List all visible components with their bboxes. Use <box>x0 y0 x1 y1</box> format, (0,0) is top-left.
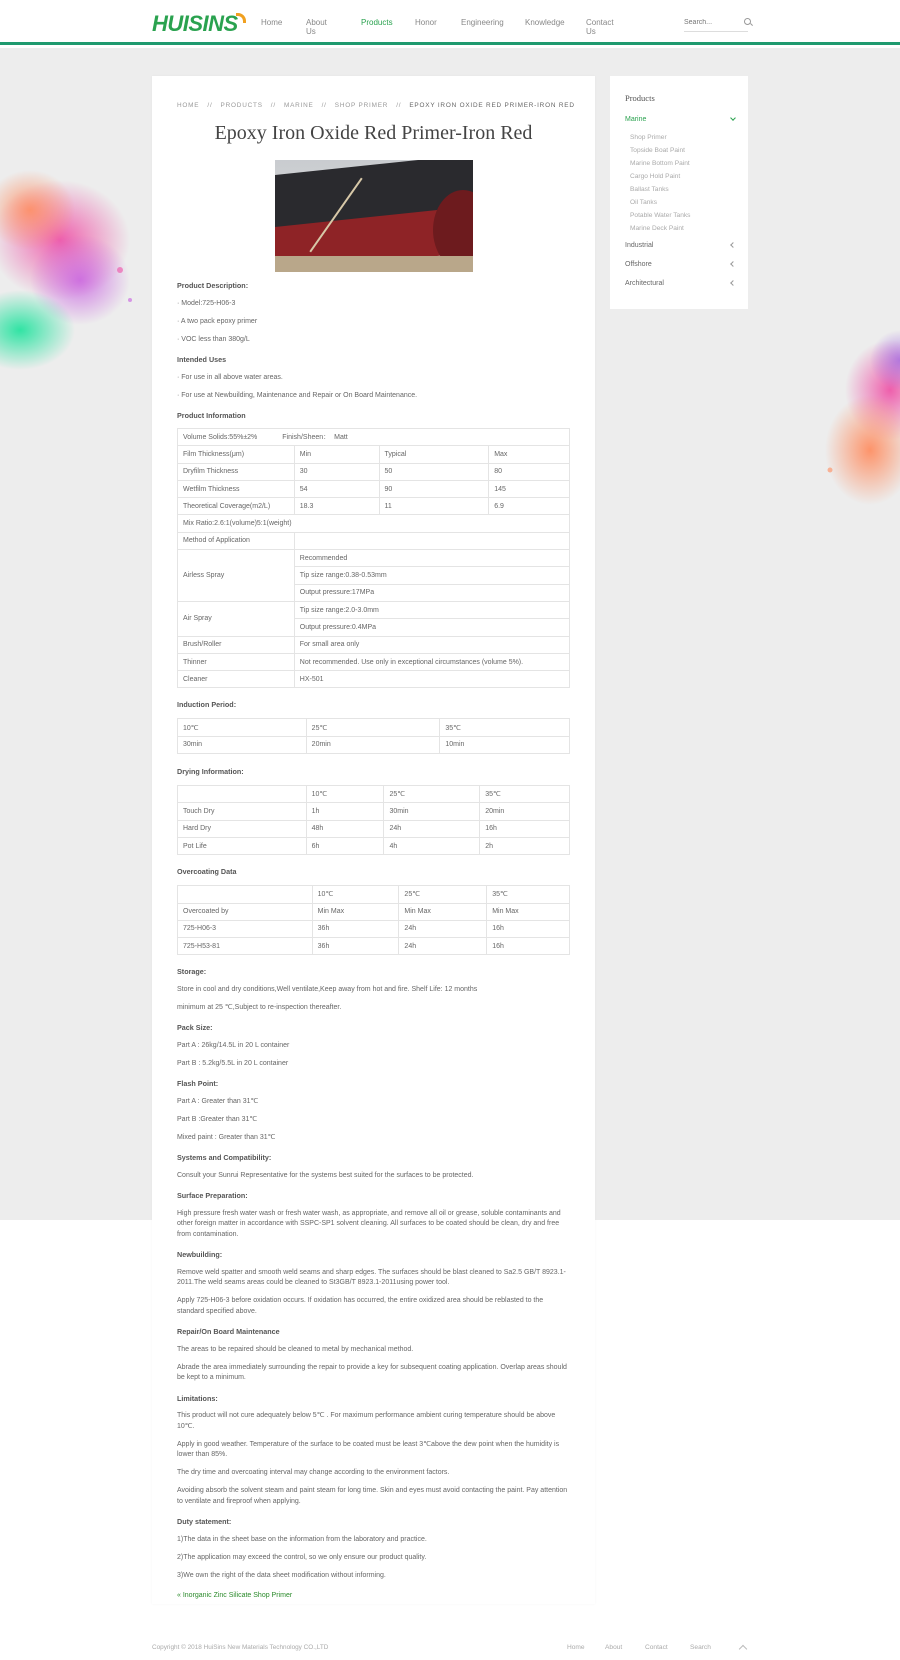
product-info-table <box>177 428 570 688</box>
nav-knowledge[interactable]: Knowledge <box>525 18 565 27</box>
logo-text: HUISINS <box>152 11 238 36</box>
section-heading: Newbuilding: <box>177 1250 223 1260</box>
table-cell: 10℃ <box>178 719 307 736</box>
sidebar-item-industrial[interactable] <box>625 242 735 252</box>
storage-line: minimum at 25 ℃,Subject to re-inspection thereafter. <box>177 1003 342 1011</box>
table-cell: Tip size range:2.0-3.0mm <box>294 601 569 618</box>
table-cell: 10min <box>440 736 570 753</box>
table-cell: Output pressure:17MPa <box>294 584 569 601</box>
table-cell: Air Spray <box>178 601 295 636</box>
table-cell: 20min <box>480 803 570 820</box>
table-cell: Brush/Roller <box>178 636 295 653</box>
sidebar-subitem-topside-boat-paint[interactable]: Topside Boat Paint <box>630 147 685 154</box>
section-heading: Induction Period: <box>177 700 237 710</box>
breadcrumb-separator: // <box>396 102 402 109</box>
sidebar-subitem-shop-primer[interactable]: Shop Primer <box>630 134 667 141</box>
table-row <box>178 719 570 736</box>
table-cell: Film Thickness(μm) <box>178 446 295 463</box>
table-cell: 80 <box>489 463 570 480</box>
previous-product-link[interactable]: « Inorganic Zinc Silicate Shop Primer <box>177 1592 293 1600</box>
intended-use-line: · For use at Newbuilding, Maintenance and Repair or On Board Maintenance. <box>177 391 418 399</box>
product-category-sidebar <box>610 76 748 309</box>
induction-table <box>177 718 570 754</box>
table-row <box>178 837 570 854</box>
table-cell: 16h <box>480 820 570 837</box>
table-row <box>178 903 570 920</box>
table-cell: 725-H06-3 <box>178 920 313 937</box>
table-cell: Min <box>294 446 379 463</box>
table-cell: Min Max <box>312 903 399 920</box>
sidebar-item-marine[interactable] <box>625 116 735 126</box>
table-cell: Theoretical Coverage(m2/L) <box>178 498 295 515</box>
footer-link-home[interactable]: Home <box>567 1644 585 1651</box>
table-row <box>178 920 570 937</box>
site-logo[interactable] <box>152 11 246 35</box>
nav-engineering[interactable]: Engineering <box>461 18 504 27</box>
search-icon[interactable] <box>744 18 751 25</box>
table-row <box>178 938 570 955</box>
description-line: · VOC less than 380g/L <box>177 335 250 343</box>
paint-splash-left-decoration <box>0 150 150 380</box>
breadcrumb-home[interactable]: HOME <box>177 102 200 109</box>
table-cell: Mix Ratio:2.6:1(volume)5:1(weight) <box>178 515 570 532</box>
table-cell: 24h <box>399 920 487 937</box>
table-cell: 25℃ <box>306 719 440 736</box>
flash-line: Part A : Greater than 31℃ <box>177 1097 259 1105</box>
table-cell: 145 <box>489 480 570 497</box>
table-cell: Recommended <box>294 550 569 567</box>
table-cell: HX-501 <box>294 671 569 688</box>
table-row <box>178 886 570 903</box>
footer-link-contact[interactable]: Contact <box>645 1644 668 1651</box>
section-heading: Intended Uses <box>177 355 227 364</box>
table-cell: 90 <box>379 480 489 497</box>
table-cell <box>178 886 313 903</box>
duty-line: 1)The data in the sheet base on the information from the laboratory and practice. <box>177 1535 427 1543</box>
description-line: · A two pack epoxy primer <box>177 317 258 325</box>
chevron-down-icon[interactable] <box>730 115 736 121</box>
limitation-line: The dry time and overcoating interval may change according to the environment factors. <box>177 1469 450 1477</box>
description-line: · Model:725-H06-3 <box>177 299 236 307</box>
section-heading: Systems and Compatibility: <box>177 1153 272 1163</box>
sidebar-item-label: Architectural <box>625 280 664 287</box>
footer-link-search[interactable]: Search <box>690 1644 711 1651</box>
table-row <box>178 671 570 688</box>
table-cell <box>178 786 307 803</box>
table-cell: Method of Application <box>178 532 295 549</box>
chevron-left-icon[interactable] <box>730 242 736 248</box>
table-cell: 18.3 <box>294 498 379 515</box>
drying-table <box>177 785 570 855</box>
breadcrumb-separator: // <box>270 102 276 109</box>
table-cell: Cleaner <box>178 671 295 688</box>
table-cell: Wetfilm Thickness <box>178 480 295 497</box>
sidebar-subitem-cargo-hold-paint[interactable]: Cargo Hold Paint <box>630 173 681 180</box>
section-heading: Flash Point: <box>177 1079 219 1089</box>
back-to-top-icon[interactable] <box>739 1645 747 1653</box>
newbuilding-line: Apply 725-H06-3 before oxidation occurs. If oxidation has occurred, the entire oxidized area should be reblasted to the standard specified above. <box>177 1297 544 1315</box>
breadcrumb-products[interactable]: PRODUCTS <box>220 102 263 109</box>
pack-line: Part B : 5.2kg/5.5L in 20 L container <box>177 1059 289 1067</box>
table-cell: 50 <box>379 463 489 480</box>
table-cell: 35℃ <box>440 719 570 736</box>
table-cell: Max <box>489 446 570 463</box>
limitation-line: This product will not cure adequately below 5℃ . For maximum performance ambient curing temperature should be above 10℃. <box>177 1412 556 1430</box>
table-cell: For small area only <box>294 636 569 653</box>
table-cell <box>294 532 569 549</box>
section-heading: Product Description: <box>177 281 249 290</box>
nav-home[interactable]: Home <box>261 18 283 27</box>
section-heading: Repair/On Board Maintenance <box>177 1327 280 1337</box>
breadcrumb-marine[interactable]: MARINE <box>283 102 314 109</box>
table-cell: Airless Spray <box>178 550 295 602</box>
flash-line: Part B :Greater than 31℃ <box>177 1115 258 1123</box>
table-row <box>178 653 570 670</box>
table-cell: 11 <box>379 498 489 515</box>
chevron-left-icon[interactable] <box>730 261 736 267</box>
page-title: Epoxy Iron Oxide Red Primer-Iron Red <box>214 122 533 144</box>
table-cell: 30 <box>294 463 379 480</box>
systems-line: Consult your Sunrui Representative for the systems best suited for the surfaces to be protected. <box>177 1171 474 1179</box>
section-heading: Pack Size: <box>177 1023 213 1033</box>
table-cell: 48h <box>306 820 384 837</box>
table-cell: 16h <box>487 938 570 955</box>
table-cell: 725-H53-81 <box>178 938 313 955</box>
table-row <box>178 480 570 497</box>
intended-use-line: · For use in all above water areas. <box>177 373 283 381</box>
table-cell: 25℃ <box>399 886 487 903</box>
table-cell: 1h <box>306 803 384 820</box>
logo-swoosh-icon <box>236 13 246 23</box>
product-image <box>275 160 473 272</box>
overcoating-table <box>177 885 570 955</box>
table-cell: 16h <box>487 920 570 937</box>
table-cell: 20min <box>306 736 440 753</box>
table-row <box>178 820 570 837</box>
newbuilding-line: Remove weld spatter and smooth weld seams and sharp edges. The surfaces should be blast cleaned to Sa2.5 GB/T 8923.1-2011.The weld seams areas could be cleaned to St3GB/T 8923.1-2011using power tool. <box>177 1268 566 1287</box>
table-cell: 6h <box>306 837 384 854</box>
table-row <box>178 786 570 803</box>
table-cell: 30min <box>178 736 307 753</box>
table-row <box>178 803 570 820</box>
table-cell: 35℃ <box>480 786 570 803</box>
chevron-left-icon[interactable] <box>730 280 736 286</box>
table-cell: 10℃ <box>306 786 384 803</box>
section-heading: Surface Preparation: <box>177 1191 248 1201</box>
table-cell: 35℃ <box>487 886 570 903</box>
table-row <box>178 463 570 480</box>
table-row <box>178 736 570 753</box>
breadcrumb-shop-primer[interactable]: SHOP PRIMER <box>334 102 389 109</box>
sidebar-subitem-ballast-tanks[interactable]: Ballast Tanks <box>630 186 669 193</box>
sidebar-subitem-marine-bottom-paint[interactable]: Marine Bottom Paint <box>630 160 690 167</box>
table-cell: 4h <box>384 837 480 854</box>
table-row <box>178 498 570 515</box>
repair-line: Abrade the area immediately surrounding the repair to provide a key for subsequent coating application. Overlap areas should be kept to a minimum. <box>177 1363 567 1382</box>
table-cell: 36h <box>312 938 399 955</box>
table-cell: 24h <box>399 938 487 955</box>
sidebar-item-offshore[interactable] <box>625 261 735 271</box>
table-cell: Thinner <box>178 653 295 670</box>
header-search <box>684 14 748 32</box>
breadcrumb-current: EPOXY IRON OXIDE RED PRIMER-IRON RED <box>409 102 575 109</box>
section-heading: Overcoating Data <box>177 867 237 877</box>
sidebar-item-label: Marine <box>625 116 647 123</box>
breadcrumb-separator: // <box>207 102 213 109</box>
table-row <box>178 515 570 532</box>
table-row <box>178 636 570 653</box>
table-row <box>178 532 570 549</box>
flash-line: Mixed paint : Greater than 31℃ <box>177 1133 276 1141</box>
search-input[interactable] <box>684 14 744 30</box>
table-cell: 36h <box>312 920 399 937</box>
table-cell: Output pressure:0.4MPa <box>294 619 569 636</box>
sidebar-title: Products <box>625 93 655 103</box>
table-row <box>178 446 570 463</box>
breadcrumb-separator: // <box>321 102 327 109</box>
product-panel <box>152 76 595 1604</box>
site-footer <box>0 1640 900 1660</box>
table-cell: 2h <box>480 837 570 854</box>
sidebar-item-label: Offshore <box>625 261 652 268</box>
table-row <box>178 550 570 567</box>
paint-splash-right-decoration <box>800 320 900 550</box>
table-row <box>178 601 570 618</box>
table-cell: Touch Dry <box>178 803 307 820</box>
copyright-text: Copyright © 2018 HuiSins New Materials Technology CO.,LTD <box>152 1644 329 1651</box>
table-cell: Volume Solids:55%±2% Finish/Sheen： Matt <box>178 429 570 446</box>
limitation-line: Avoiding absorb the solvent steam and paint steam for long time. Skin and eyes must avoid contacting the paint. Pay attention to ventilate and fireproof when applying. <box>177 1487 568 1505</box>
duty-line: 2)The application may exceed the control, so we only ensure our product quality. <box>177 1553 427 1561</box>
nav-products[interactable]: Products <box>361 18 393 27</box>
table-cell: Not recommended. Use only in exceptional circumstances (volume 5%). <box>294 653 569 670</box>
section-heading: Drying Information: <box>177 767 244 777</box>
table-cell: Min Max <box>487 903 570 920</box>
table-cell: Dryfilm Thickness <box>178 463 295 480</box>
table-cell: 54 <box>294 480 379 497</box>
duty-line: 3)We own the right of the data sheet modification without informing. <box>177 1571 386 1579</box>
table-cell: 6.9 <box>489 498 570 515</box>
table-cell: 10℃ <box>312 886 399 903</box>
site-header <box>0 0 900 45</box>
sidebar-item-label: Industrial <box>625 242 654 249</box>
section-heading: Product Information <box>177 411 246 420</box>
table-cell: Hard Dry <box>178 820 307 837</box>
surface-line: High pressure fresh water wash or fresh water wash, as appropriate, and remove all oil or grease, soluble contaminants and other foreign matter in accordance with SSPC-SP1 solvent cleaning. All surfaces to be coated should be clean, dry and free from contamination. <box>177 1209 561 1238</box>
sidebar-subitem-marine-deck-paint[interactable]: Marine Deck Paint <box>630 225 684 232</box>
table-cell: 25℃ <box>384 786 480 803</box>
table-cell: Min Max <box>399 903 487 920</box>
breadcrumb <box>177 102 575 112</box>
nav-contact-us[interactable]: Contact Us <box>586 18 614 36</box>
limitation-line: Apply in good weather. Temperature of the surface to be coated must be least 3℃above the dew point when the humidity is lower than 85%. <box>177 1440 560 1459</box>
section-heading: Limitations: <box>177 1393 218 1403</box>
section-heading: Storage: <box>177 967 207 977</box>
pack-line: Part A : 26kg/14.5L in 20 L container <box>177 1041 290 1049</box>
table-cell: Pot Life <box>178 837 307 854</box>
table-cell: Typical <box>379 446 489 463</box>
table-row <box>178 429 570 446</box>
nav-about-us[interactable]: About Us <box>306 18 327 36</box>
table-cell: 24h <box>384 820 480 837</box>
product-content <box>177 102 575 1600</box>
table-cell: 30min <box>384 803 480 820</box>
sidebar-item-architectural[interactable] <box>625 280 735 290</box>
table-cell: Tip size range:0.38-0.53mm <box>294 567 569 584</box>
sidebar-subitem-oil-tanks[interactable]: Oil Tanks <box>630 199 657 206</box>
section-heading: Duty statement: <box>177 1517 232 1527</box>
storage-line: Store in cool and dry conditions,Well ventilate,Keep away from hot and fire. Shelf Life: 12 months <box>177 985 478 993</box>
repair-line: The areas to be repaired should be cleaned to metal by mechanical method. <box>177 1345 414 1353</box>
footer-link-about[interactable]: About <box>605 1644 623 1651</box>
nav-honor[interactable]: Honor <box>415 18 437 27</box>
table-cell: Overcoated by <box>178 903 313 920</box>
sidebar-subitem-potable-water-tanks[interactable]: Potable Water Tanks <box>630 212 691 219</box>
